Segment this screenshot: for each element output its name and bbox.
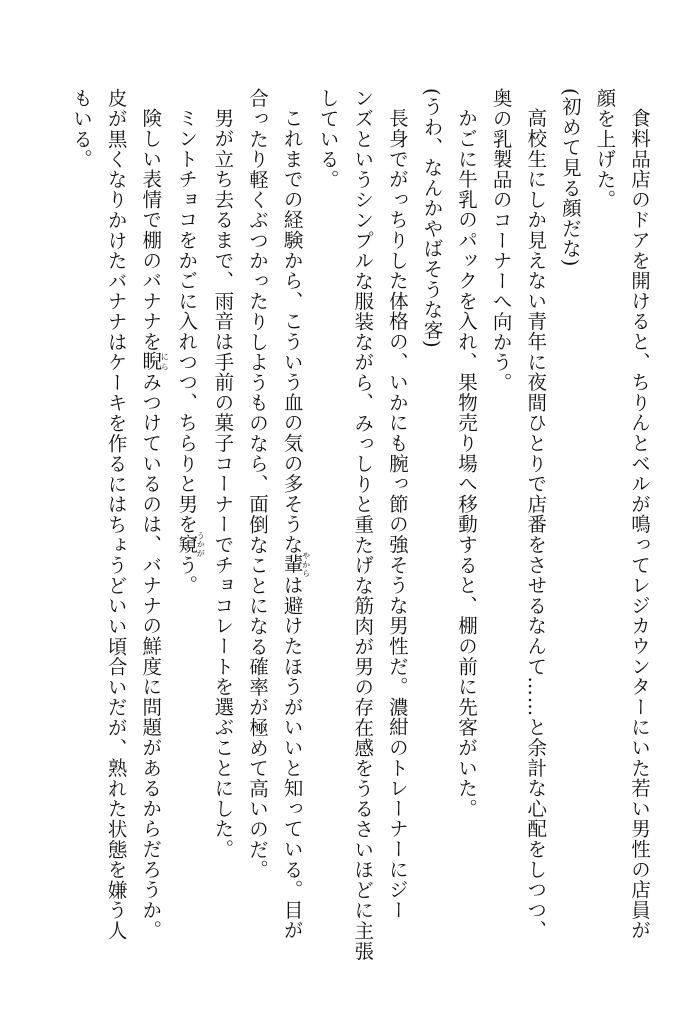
text-line: 男が立ち去るまで、雨音は手前の菓子コーナーでチョコレートを選ぶことにした。 — [211, 107, 235, 859]
text-line: 顔を上げた。 — [593, 88, 617, 210]
vertical-text-body — [63, 88, 656, 988]
ruby-reading: やから — [301, 551, 311, 578]
ruby-reading: うかが — [196, 530, 206, 558]
ruby-reading: にら — [160, 351, 170, 372]
text-line: かごに牛乳のパックを入れ、果物売り場へ移動すると、棚の前に先客がいた。 — [455, 107, 479, 818]
text-line: (うわ、なんかやばそうな客) — [420, 88, 444, 349]
text-line: (初めて見る顔だな) — [558, 88, 582, 268]
ruby-annotation: 窺うかが — [175, 530, 206, 558]
text-line: 皮が黒くなりかけたバナナはケーキを作るにはちょうどいい頃合いだが、熟れた状態を嫌う人 — [104, 88, 128, 941]
text-line: 食料品店のドアを開けると、ちりんとベルが鳴ってレジカウンターにいた若い男性の店員が — [628, 107, 651, 940]
text-line: ミントチョコをかごに入れつつ、ちらりと男を窺うかがう。 — [175, 107, 206, 595]
text-line: している。 — [316, 88, 340, 190]
text-line: 高校生にしか見えない青年に夜間ひとりで店番をさせるなんて……と余計な心配をしつつ、 — [524, 107, 548, 940]
text-line: 長身でがっちりした体格の、いかにも腕っ節の強そうな男性だ。濃紺のトレーナーにジー — [385, 107, 409, 920]
text-line: 奥の乳製品のコーナーへ向かう。 — [489, 88, 513, 393]
text-line: これまでの経験から、こういう血の気の多そうな輩やからは避けたほうがいいと知っている。目が — [280, 107, 311, 940]
text-line: ンズというシンプルな服装ながら、みっしりと重たげな筋肉が男の存在感をうるさいほどに主張 — [351, 88, 375, 961]
text-line: もいる。 — [70, 88, 93, 170]
ruby-annotation: 輩やから — [280, 551, 311, 578]
text-line: 険しい表情で棚のバナナを睨にらみつけているのは、バナナの鮮度に問題があるからだろうか。 — [139, 107, 170, 940]
text-line: 合ったり軽くぶつかったりしようものなら、面倒なことになる確率が極めて高いのだ。 — [245, 88, 269, 880]
ruby-annotation: 睨にら — [139, 351, 170, 372]
